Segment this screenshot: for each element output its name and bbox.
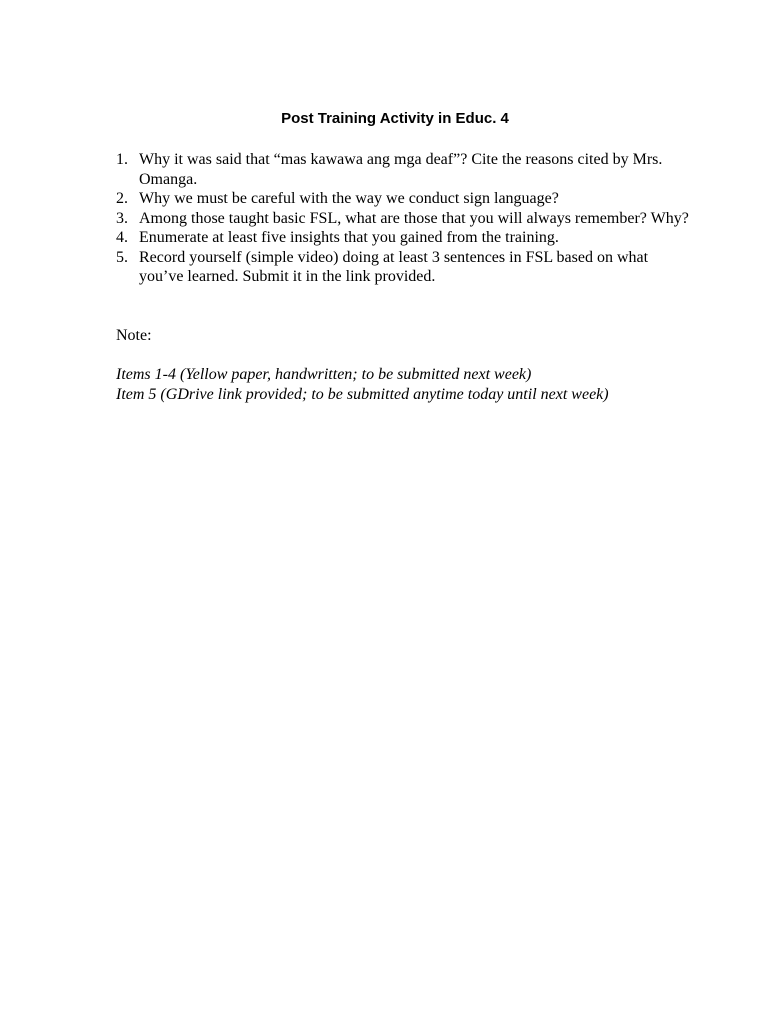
item-text: Why it was said that “mas kawawa ang mga deaf”? Cite the reasons cited by Mrs. Omanga. [139,151,663,188]
note-label: Note: [116,327,152,344]
item-text: Why we must be careful with the way we conduct sign language? [139,190,559,207]
list-item [116,228,696,248]
list-item [116,150,696,189]
item-text: Record yourself (simple video) doing at least 3 sentences in FSL based on what you’ve learned. Submit it in the link provided. [139,248,649,285]
item-text: Among those taught basic FSL, what are those that you will always remember? Why? [139,209,689,227]
note-line-items-1-4: Items 1-4 (Yellow paper, handwritten; to be submitted next week) [116,366,532,383]
item-number: 5. [116,248,128,266]
item-number: 3. [116,209,128,227]
list-item [116,209,696,229]
note-line-item-5: Item 5 (GDrive link provided; to be submitted anytime today until next week) [116,386,609,403]
item-number: 4. [116,229,128,246]
item-number: 2. [116,190,128,207]
document-title: Post Training Activity in Educ. 4 [281,110,509,127]
list-item [116,189,696,209]
question-list [116,150,696,287]
list-item [116,248,696,287]
item-number: 1. [116,151,128,168]
item-text: Enumerate at least five insights that you gained from the training. [139,229,559,246]
